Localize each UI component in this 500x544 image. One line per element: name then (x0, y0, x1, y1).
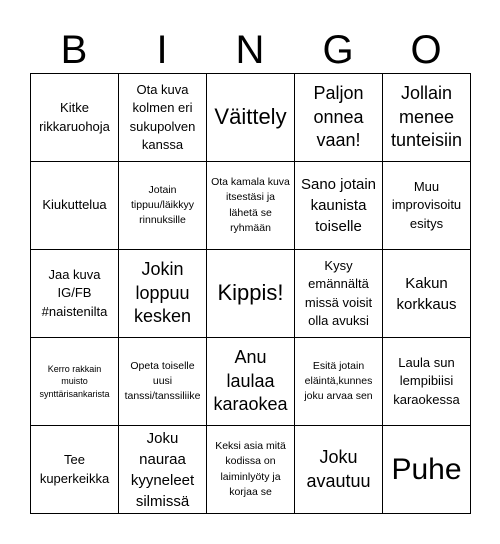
header-letter-o: O (410, 28, 442, 72)
header-letter-n: N (235, 28, 265, 72)
bingo-cell[interactable]: Kerro rakkain muisto synttärisankarista (31, 338, 119, 426)
bingo-cell[interactable]: Joku nauraa kyyneleet silmissä (119, 426, 207, 514)
bingo-header (30, 26, 470, 74)
bingo-cell[interactable]: Jollain menee tunteisiin (383, 74, 471, 162)
bingo-cell[interactable]: Kitke rikkaruohoja (31, 74, 119, 162)
bingo-cell[interactable]: Muu improvisoitu esitys (383, 162, 471, 250)
bingo-cell[interactable]: Jaa kuva IG/FB #naistenilta (31, 250, 119, 338)
bingo-cell[interactable]: Sano jotain kaunista toiselle (295, 162, 383, 250)
bingo-cell[interactable]: Kakun korkkaus (383, 250, 471, 338)
bingo-cell[interactable]: Kiukuttelua (31, 162, 119, 250)
bingo-cell-center[interactable]: Kippis! (207, 250, 295, 338)
bingo-cell[interactable]: Laula sun lempibiisi karaokessa (383, 338, 471, 426)
bingo-card (30, 73, 471, 514)
bingo-cell[interactable]: Paljon onnea vaan! (295, 74, 383, 162)
header-letter-i: I (156, 28, 168, 72)
bingo-cell[interactable]: Kysy emännältä missä voisit olla avuksi (295, 250, 383, 338)
bingo-cell[interactable]: Väittely (207, 74, 295, 162)
bingo-cell[interactable]: Anu laulaa karaokea (207, 338, 295, 426)
bingo-cell[interactable]: Joku avautuu (295, 426, 383, 514)
bingo-cell[interactable]: Keksi asia mitä kodissa on laiminlyöty ja korjaa se (207, 426, 295, 514)
bingo-cell[interactable]: Jotain tippuu/läikkyy rinnuksille (119, 162, 207, 250)
bingo-cell[interactable]: Ota kamala kuva itsestäsi ja lähetä se ryhmään (207, 162, 295, 250)
bingo-cell[interactable]: Opeta toiselle uusi tanssi/tanssiliike (119, 338, 207, 426)
header-letter-g: G (322, 28, 354, 72)
bingo-cell[interactable]: Puhe (383, 426, 471, 514)
bingo-cell[interactable]: Ota kuva kolmen eri sukupolven kanssa (119, 74, 207, 162)
bingo-cell[interactable]: Esitä jotain eläintä,kunnes joku arvaa sen (295, 338, 383, 426)
bingo-cell[interactable]: Jokin loppuu kesken (119, 250, 207, 338)
header-letter-b: B (60, 28, 88, 72)
bingo-cell[interactable]: Tee kuperkeikka (31, 426, 119, 514)
